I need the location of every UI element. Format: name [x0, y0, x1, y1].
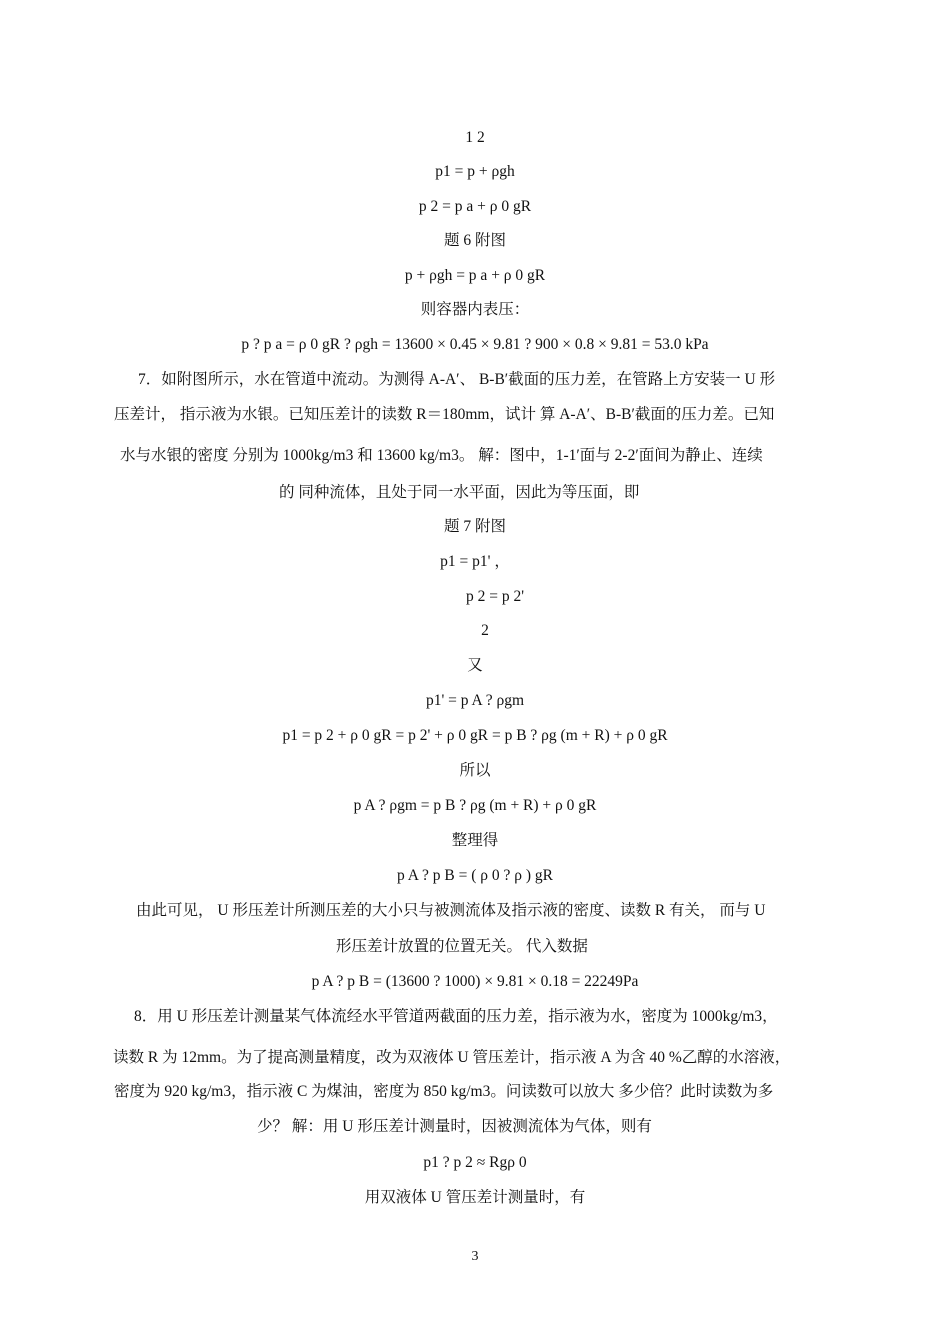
- paragraph-line: 密度为 920 kg/m3，指示液 C 为煤油，密度为 850 kg/m3。问读数可以放大 多少倍？此时读数为多: [114, 1083, 774, 1100]
- paragraph-line: 水与水银的密度 分别为 1000kg/m3 和 13600 kg/m3。 解：图中，1-1′面与 2-2′面间为静止、连续: [120, 447, 763, 464]
- paragraph-line: 8．用 U 形压差计测量某气体流经水平管道两截面的压力差，指示液为水，密度为 1000kg/m3，: [134, 1008, 778, 1025]
- equation-line: p 2 = p 2': [465, 588, 525, 605]
- paragraph-line: 形压差计放置的位置无关。 代入数据: [336, 938, 588, 955]
- equation-line: p1 = p 2 + ρ 0 gR = p 2' + ρ 0 gR = p B ? ρg (m + R) + ρ 0 gR: [282, 727, 668, 744]
- equation-line: p A ? ρgm = p B ? ρg (m + R) + ρ 0 gR: [353, 797, 597, 814]
- text-line: 所以: [459, 762, 491, 779]
- text-line: 用双液体 U 管压差计测量时，有: [364, 1189, 586, 1206]
- text-line: 1 2: [465, 129, 485, 146]
- figure-caption: 题 7 附图: [443, 518, 506, 535]
- equation-line: p ? p a = ρ 0 gR ? ρgh = 13600 × 0.45 × 9.81 ? 900 × 0.8 × 9.81 = 53.0 kPa: [241, 336, 709, 353]
- equation-line: p A ? p B = ( ρ 0 ? ρ ) gR: [397, 867, 553, 884]
- paragraph-line: 的 同种流体，且处于同一水平面，因此为等压面，即: [279, 484, 640, 501]
- page-number: 3: [471, 1249, 479, 1264]
- text-line: 2: [481, 622, 489, 639]
- paragraph-line: 7．如附图所示，水在管道中流动。为测得 A-A′、 B-B′截面的压力差，在管路上方安装一 U 形: [138, 371, 776, 388]
- equation-line: p1' = p A ? ρgm: [425, 692, 525, 709]
- text-line: 又: [467, 657, 483, 674]
- paragraph-line: 压差计， 指示液为水银。已知压差计的读数 R＝180mm，试计 算 A-A′、B-B′截面的压力差。已知: [114, 406, 775, 423]
- equation-line: p 2 = p a + ρ 0 gR: [418, 198, 532, 215]
- text-line: 则容器内表压：: [420, 301, 530, 318]
- figure-caption: 题 6 附图: [443, 232, 506, 249]
- paragraph-line: 由此可见， U 形压差计所测压差的大小只与被测流体及指示液的密度、读数 R 有关， 而与 U: [136, 902, 766, 919]
- equation-line: p A ? p B = (13600 ? 1000) × 9.81 × 0.18 = 22249Pa: [311, 973, 639, 990]
- text-line: 整理得: [451, 832, 499, 849]
- paragraph-line: 少？ 解：用 U 形压差计测量时，因被测流体为气体，则有: [257, 1118, 652, 1135]
- equation-line: p1 = p + ρgh: [435, 163, 515, 180]
- equation-line: p1 ? p 2 ≈ Rgρ 0: [423, 1154, 527, 1171]
- equation-line: p1 = p1' ，: [440, 553, 510, 570]
- paragraph-line: 读数 R 为 12mm。为了提高测量精度，改为双液体 U 管压差计，指示液 A 为含 40 %乙醇的水溶液，: [113, 1049, 791, 1066]
- equation-line: p + ρgh = p a + ρ 0 gR: [404, 267, 546, 284]
